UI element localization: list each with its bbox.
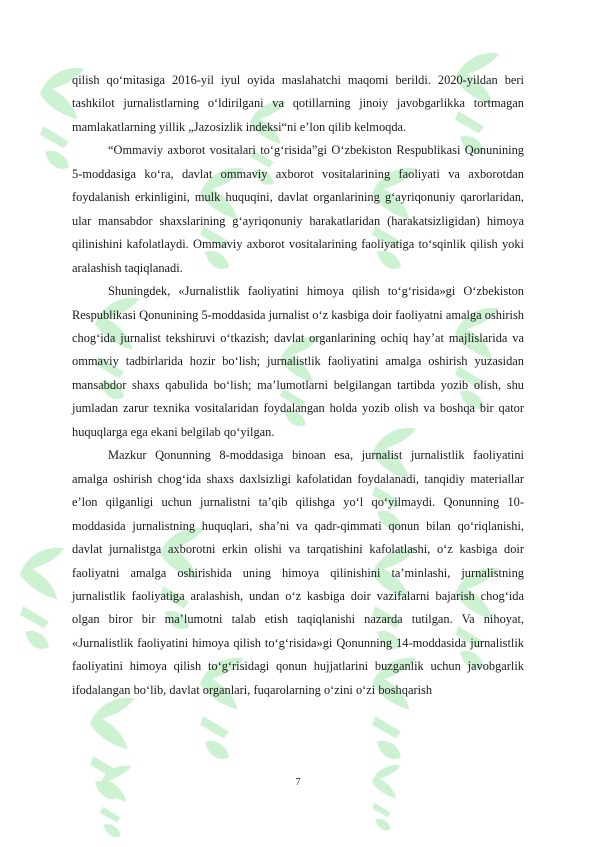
page-number: 7 bbox=[295, 777, 301, 788]
watermark-icon bbox=[20, 548, 64, 649]
watermark-icon bbox=[372, 765, 401, 830]
paragraph-2: “Ommaviy axborot vositalari to‘g‘risida”gi O‘zbekiston Respublikasi Qonunining 5-moddasiga ko‘ra, davlat ommaviy axborot vositalarining faoliyati va axborotdan foydalanish erkinligini, mulk huquqini, davlat organlarining g‘ayriqonuniy qarorlaridan, ular mansabdor shaxslarining g‘ayriqonuniy harakatlaridan (harakatsizligidan) himoya qilinishini kafolatlaydi. Ommaviy axborot vositalarining faoliyatiga to‘sqinlik qilish yoki aralashish taqiqlanadi. bbox=[72, 143, 524, 275]
paragraph-3: Shuningdek, «Jurnalistlik faoliyatini himoya qilish to‘g‘risida»gi O‘zbekiston Respublikasi Qonunining 5-moddasida jurnalist o‘z kasbiga doir faoliyatni amalga oshirish chog‘ida jurnalist tekshiruvi o‘tkazish; davlat organlarining ochiq hay’at majlislarida va ommaviy tadbirlarida hozir bo‘lish; jurnalistlik faoliyatini amalga oshirish yuzasidan mansabdor shaxs qabulida bo‘lish; ma’lumotlarni belgilangan tartibda yozib olish, shu jumladan zarur texnika vositalaridan foydalangan holda yozib olish va boshqa bir qator huquqlarga ega ekani belgilab qo‘yilgan. bbox=[72, 284, 524, 439]
paragraph-1: qilish qo‘mitasiga 2016-yil iyul oyida maslahatchi maqomi berildi. 2020-yildan beri tashkilot jurnalistlarning o‘ldirilgani va qotillarning jinoiy javobgarlikka tortmagan mamlakatlarning yillik „Jazosizlik indeksi“ni e’lon qilib kelmoqda. bbox=[72, 73, 524, 134]
paragraph-4: Mazkur Qonunning 8-moddasiga binoan esa, jurnalist jurnalistlik faoliyatini amalga oshirish chog‘ida shaxs daxlsizligi kafolatidan foydalanadi, tanqidiy materiallar e’lon qilganligi uchun jurnalistni ta’qib qilishga yo‘l qo‘yilmaydi. Qonunning 10-moddasida jurnalistning huquqlari, sha’ni va qadr-qimmati qonun bilan qo‘riqlanishi, davlat jurnalistga axborotni erkin olishi va tarqatishini kafolatlashi, o‘z kasbiga doir faoliyatni amalga oshirishida uning himoya qilinishini ta’minlashi, jurnalistning jurnalistlik faoliyatiga aralashish, undan o‘z kasbiga doir vazifalarni bajarish chog‘ida olgan biror bir ma’lumotni talab etish taqiqlanishi nazarda tutilgan. Va nihoyat, «Jurnalistlik faoliyatini himoya qilish to‘g‘risida»gi Qonunning 14-moddasida jurnalistlik faoliyatini himoya qilish to‘g‘risidagi qonun hujjatlarini buzganlik uchun javobgarlik ifodalangan bo‘lib, davlat organlari, fuqarolarning o‘zini o‘zi boshqarish bbox=[72, 448, 524, 697]
body-text bbox=[72, 69, 524, 702]
